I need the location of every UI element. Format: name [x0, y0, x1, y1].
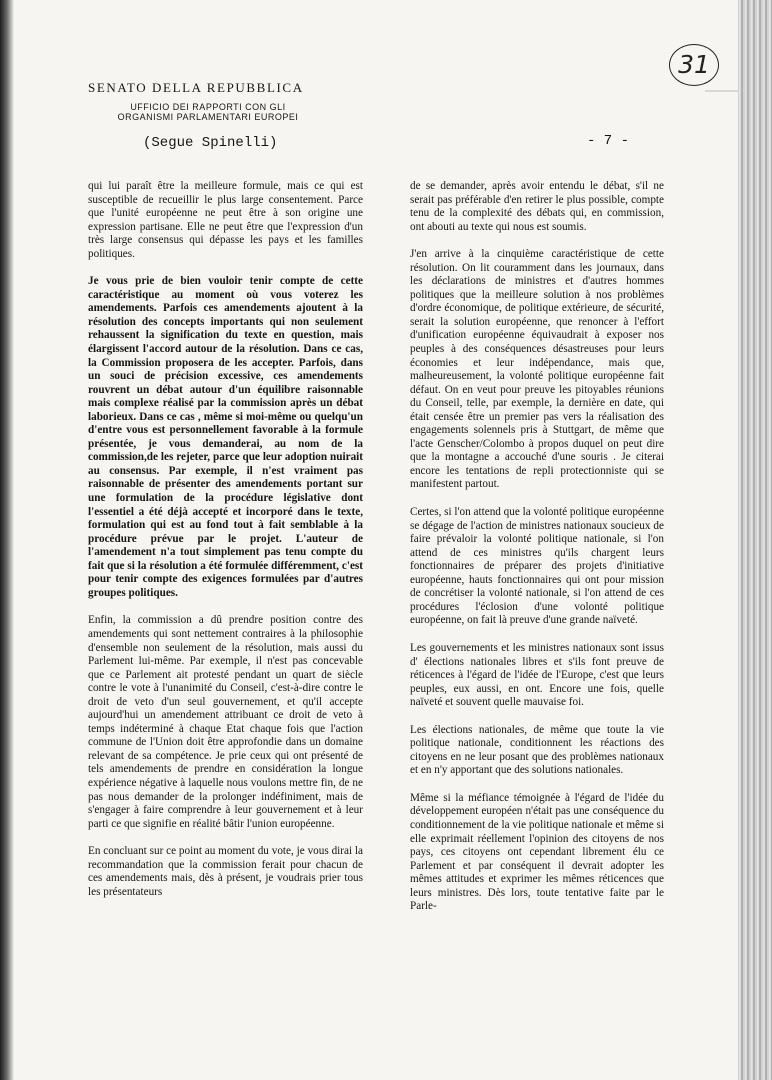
right-paragraph-4: Les gouvernements et les ministres nationaux sont issus d' élections nationales libres et s'ils font preuve de réticences à l'égard de l'idée de l'Europe, c'est que leurs peuples, eux aussi, en ont. Encore une fois, quelle naïveté et souvent quelle mauvaise foi. [410, 641, 664, 709]
right-column [410, 180, 664, 928]
bleed-through-mark [705, 90, 738, 92]
office-name [88, 102, 328, 122]
right-paragraph-6: Même si la méfiance témoignée à l'égard de l'idée du développement européen n'était pas une conséquence du conditionnement de la vie politique nationale et même si elle exprimait réellement l'opinion des citoyens de nos pays, ces citoyens ont cependant librement élu ce Parlement et par conséquent il devrait adopter les mêmes attitudes et exprimer les mêmes réticences que leurs ministres. Dès lors, toute tentative faite par le Parle- [410, 791, 664, 913]
left-paragraph-4: En concluant sur ce point au moment du vote, je vous dirai la recommandation que la commission ferait pour chacun de ces amendements mais, dès à présent, je voudrais prier tous les présentateurs [88, 845, 363, 898]
office-line-2: ORGANISMI PARLAMENTARI EUROPEI [117, 112, 299, 122]
speaker-continuation: (Segue Spinelli) [143, 135, 278, 151]
right-paragraph-3: Certes, si l'on attend que la volonté politique européenne se dégage de l'action de ministres nationaux soucieux de faire prévaloir la volonté politique nationale, si l'on attend de ces ministres qu'ils chargent leurs fonctionnaires de préparer des projets d'initiative européenne, hauts fonctionnaires qui ont pour mission de concrétiser la volonté nationale, si l'on attend de ces procédures l'éclosion d'une volonté politique européenne, on fait là preuve d'une grande naïveté. [410, 506, 664, 627]
right-paragraph-5: Les élections nationales, de même que toute la vie politique nationale, conditionnent les réactions des citoyens en ne leur posant que des problèmes nationaux et en n'y apportant que des solutions nationales. [410, 723, 664, 777]
page-binding-shadow [0, 0, 14, 1080]
letterhead [88, 80, 348, 122]
page-number: - 7 - [587, 133, 630, 149]
left-paragraph-1: qui lui paraît être la meilleure formule, mais ce qui est susceptible de recueillir le plus large consentement. Parce que l'unité européenne ne peut être à son origine une expression partisane. Elle ne peut être que l'expression d'un très large consensus qui dépasse les pays et les familles politiques. [88, 180, 363, 260]
handwritten-page-number: 31 [669, 44, 719, 86]
office-line-1: UFFICIO DEI RAPPORTI CON GLI [130, 102, 286, 112]
right-paragraph-1: de se demander, après avoir entendu le débat, s'il ne serait pas préférable d'en retirer le plus possible, compte tenu de la complexité des débats qui, en commission, ont abouti au texte qui nous est soumis. [410, 180, 664, 233]
left-column [88, 180, 363, 913]
right-paragraph-2: J'en arrive à la cinquième caractéristique de cette résolution. On lit couramment dans les journaux, dans les déclarations de ministres et d'autres hommes politiques que la meilleure solution à nos problèmes d'ordre économique, de politique extérieure, de sécurité, serait la solution européenne, que renoncer à l'effort d'unification européenne équivaudrait à exposer nos peuples à des conséquences désastreuses pour leurs économies et leur indépendance, mais que, malheureusement, la volonté politique européenne fait défaut. On en veut pour preuve les pitoyables réunions du Conseil, telle, par exemple, la dernière en date, qui était censée être un premier pas vers la réalisation des engagements solennels pris à Stuttgart, de même que l'acte Genscher/Colombo à propos duquel on peut dire que la montagne a accouché d'une souris . Je citerai encore les tentations de repli protectionniste qui se manifestent partout. [410, 248, 664, 491]
senate-title: SENATO DELLA REPUBBLICA [88, 80, 304, 95]
left-paragraph-3: Enfin, la commission a dû prendre position contre des amendements qui sont nettement contraires à la philosophie d'ensemble non seulement de la résolution, mais aussi du Parlement lui-même. Par exemple, il n'est pas concevable que ce Parlement ait protesté pendant un quart de siècle contre le vote à l'unanimité du Conseil, c'est-à-dire contre le droit de veto d'un seul gouvernement, et qu'il accepte aujourd'hui un amendement attribuant ce droit de veto à temps indéterminé à chaque Etat chaque fois que l'action commune de l'Union doit être approfondie dans un domaine relevant de sa compétence. Je prie ceux qui ont présenté de tels amendements de prendre en considération la longue expérience négative à laquelle nous voulons mettre fin, de ne pas nous demander de la prolonger indéfiniment, mais de s'engager à faire comprendre à leur gouvernement et à leur parti ce que signifie en réalité bâtir l'union européenne. [88, 614, 363, 830]
left-paragraph-2: Je vous prie de bien vouloir tenir compte de cette caractéristique au moment où vous voterez les amendements. Parfois ces amendements ajoutent à la résolution des concepts importants qui non seulement rehaussent la signification du texte en question, mais élargissent l'accord autour de la résolution. Dans ce cas, la Commission proposera de les accepter. Parfois, dans un souci de précision excessive, ces amendements rouvrent un débat autour d'un équilibre raisonnable mais complexe réalisé par la commission après un débat laborieux. Dans ce cas , même si moi-même ou quelqu'un d'entre vous est personnellement favorable à la formule présentée, je vous demanderai, au nom de la commission,de les rejeter, parce que leur adoption nuirait au consensus. Par exemple, il n'est vraiment pas raisonnable de présenter des amendements portant sur une formulation de la procédure législative dont l'essentiel a été déjà accepté et incorporé dans le texte, formulation qui est au fond tout à fait semblable à la procédure prévue par le projet. L'auteur de l'amendement n'a tout simplement pas tenu compte du fait que si la résolution a été formulée différemment, c'est pour tenir compte des exigences formulées par d'autres groupes politiques. [88, 275, 363, 599]
stacked-page-edges [738, 0, 772, 1080]
